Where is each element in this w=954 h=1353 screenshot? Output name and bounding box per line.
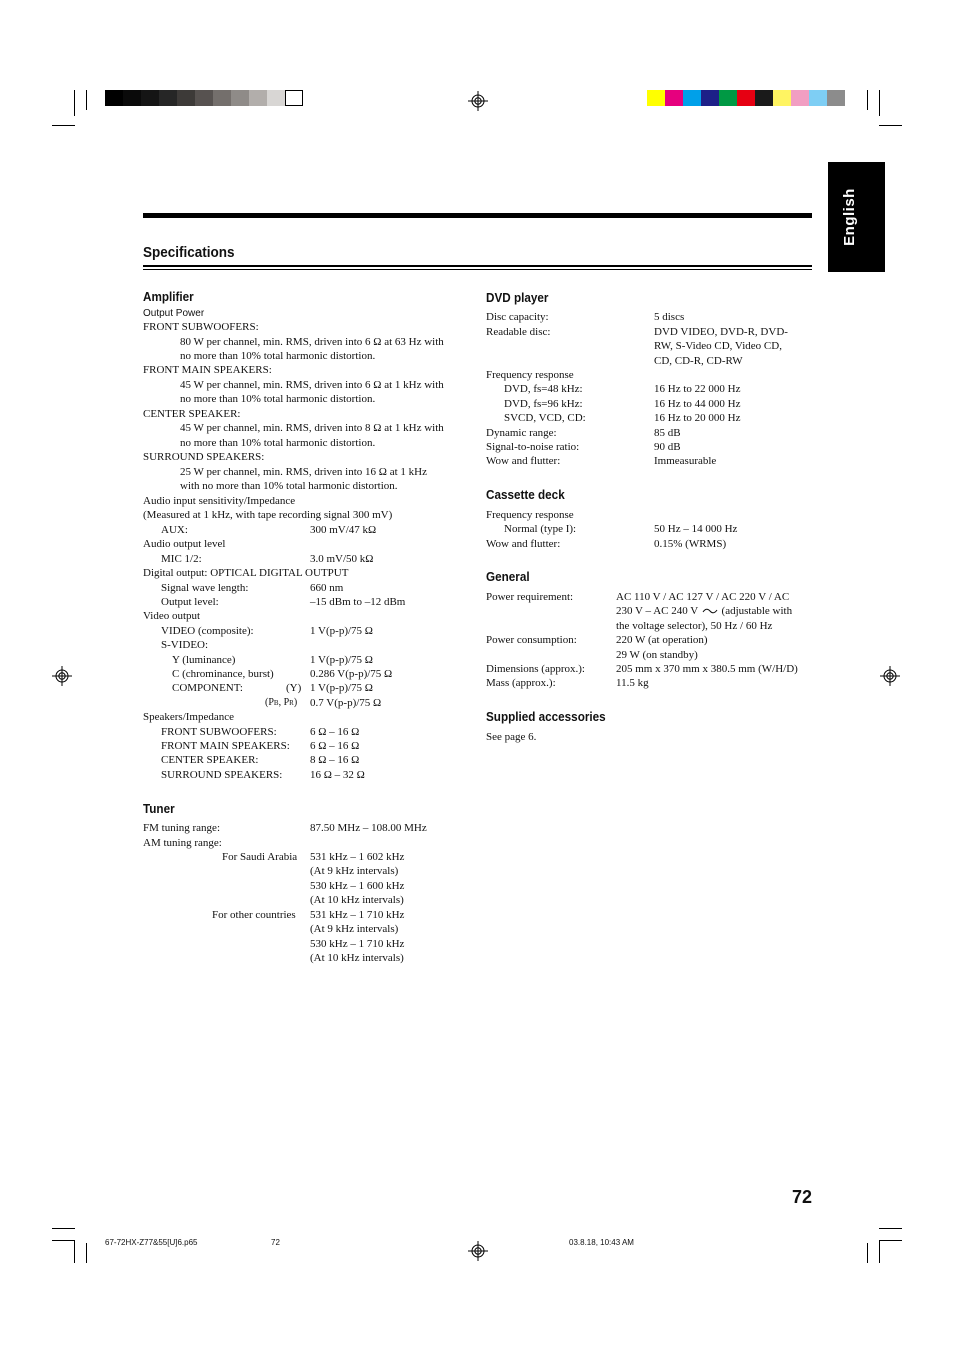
normal-type-value: 50 Hz – 14 000 Hz <box>654 523 738 535</box>
crop-mark <box>86 1243 87 1263</box>
color-swatch <box>791 90 809 106</box>
imp-center-value: 8 Ω – 16 Ω <box>310 754 360 766</box>
front-main-line-2: no more than 10% total harmonic distortion. <box>180 393 376 405</box>
component-pbpr-value: 0.7 V(p-p)/75 Ω <box>310 697 382 709</box>
color-swatch <box>141 90 159 106</box>
dvd48-label: DVD, fs=48 kHz: <box>504 383 583 395</box>
power-cons-value-2: 29 W (on standby) <box>616 649 698 661</box>
color-swatch <box>665 90 683 106</box>
color-swatch <box>213 90 231 106</box>
header-rule-bottom-thin <box>143 269 812 270</box>
digital-output: Digital output: OPTICAL DIGITAL OUTPUT <box>143 567 349 579</box>
color-swatch <box>809 90 827 106</box>
imp-front-sub-value: 6 Ω – 16 Ω <box>310 726 360 738</box>
y-luminance-label: Y (luminance) <box>172 654 236 666</box>
crop-mark <box>867 1243 868 1263</box>
imp-front-sub-label: FRONT SUBWOOFERS: <box>161 726 277 738</box>
color-swatch <box>195 90 213 106</box>
registration-target-icon <box>468 91 488 111</box>
footer-date: 03.8.18, 10:43 AM <box>569 1238 634 1247</box>
aux-label: AUX: <box>161 524 188 536</box>
page-number: 72 <box>791 1187 812 1207</box>
language-tab <box>828 162 885 272</box>
component-pbpr-open: (P <box>265 697 274 708</box>
front-sub-line-2: no more than 10% total harmonic distortion. <box>180 350 376 362</box>
mass-label: Mass (approx.): <box>486 677 556 689</box>
component-y-value: 1 V(p-p)/75 Ω <box>310 682 373 694</box>
surround-line-2: with no more than 10% total harmonic distortion. <box>180 480 398 492</box>
other-value-3: 530 kHz – 1 710 kHz <box>310 938 405 950</box>
header-rule-top <box>143 213 812 218</box>
color-bar <box>647 90 849 106</box>
tuner-heading: Tuner <box>143 801 175 816</box>
saudi-value-2: (At 9 kHz intervals) <box>310 865 399 877</box>
output-level-value: –15 dBm to –12 dBm <box>310 596 406 608</box>
imp-center-label: CENTER SPEAKER: <box>161 754 259 766</box>
power-req-value-2b: (adjustable with <box>721 605 793 617</box>
readable-disc-value-2: RW, S-Video CD, Video CD, <box>654 340 782 352</box>
video-output-label: Video output <box>143 610 201 622</box>
cassette-wow-label: Wow and flutter: <box>486 538 561 550</box>
front-sub-label: FRONT SUBWOOFERS: <box>143 321 259 333</box>
color-swatch <box>737 90 755 106</box>
color-swatch <box>159 90 177 106</box>
component-label: COMPONENT: <box>172 682 243 694</box>
crop-mark <box>52 1228 75 1229</box>
video-composite-label: VIDEO (composite): <box>161 625 254 637</box>
ac-wave-icon <box>702 607 718 615</box>
component-pb-sub: B <box>273 699 279 707</box>
center-label: CENTER SPEAKER: <box>143 408 241 420</box>
surround-label: SURROUND SPEAKERS: <box>143 451 265 463</box>
signal-wave-label: Signal wave length: <box>161 582 249 594</box>
imp-surround-label: SURROUND SPEAKERS: <box>161 769 283 781</box>
power-cons-label: Power consumption: <box>486 634 577 646</box>
crop-mark <box>74 1240 75 1263</box>
crop-mark <box>74 90 75 116</box>
saudi-value-3: 530 kHz – 1 600 kHz <box>310 880 405 892</box>
c-chrominance-value: 0.286 V(p-p)/75 Ω <box>310 668 393 680</box>
crop-mark <box>879 1240 902 1241</box>
center-line-2: no more than 10% total harmonic distortion. <box>180 437 376 449</box>
color-swatch <box>267 90 285 106</box>
dvd-wow-label: Wow and flutter: <box>486 455 561 467</box>
center-line-1: 45 W per channel, min. RMS, driven into 8 Ω at 1 kHz with <box>180 422 444 434</box>
readable-disc-label: Readable disc: <box>486 326 551 338</box>
crop-mark <box>879 90 880 116</box>
audio-input-label: Audio input sensitivity/Impedance <box>143 495 296 507</box>
component-y-label: (Y) <box>286 682 302 694</box>
am-range-label: AM tuning range: <box>143 837 222 849</box>
component-pbpr-mid: , P <box>278 697 290 708</box>
color-swatch <box>231 90 249 106</box>
page-title: Specifications <box>143 244 235 261</box>
cassette-wow-value: 0.15% (WRMS) <box>654 538 727 550</box>
y-luminance-value: 1 V(p-p)/75 Ω <box>310 654 373 666</box>
speakers-impedance-label: Speakers/Impedance <box>143 711 235 723</box>
crop-mark <box>52 125 75 126</box>
language-tab-label: English <box>841 188 858 246</box>
crop-mark <box>879 125 902 126</box>
imp-front-main-label: FRONT MAIN SPEAKERS: <box>161 740 290 752</box>
mic-label: MIC 1/2: <box>161 553 202 565</box>
component-pr-sub: R <box>289 699 294 707</box>
video-composite-value: 1 V(p-p)/75 Ω <box>310 625 373 637</box>
svideo-label: S-VIDEO: <box>161 639 209 651</box>
grayscale-bar <box>105 90 307 106</box>
accessories-heading: Supplied accessories <box>486 709 606 724</box>
saudi-label: For Saudi Arabia <box>222 851 298 863</box>
front-sub-line-1: 80 W per channel, min. RMS, driven into 6 Ω at 63 Hz with <box>180 336 444 348</box>
footer-page: 72 <box>271 1238 280 1247</box>
front-main-label: FRONT MAIN SPEAKERS: <box>143 364 272 376</box>
registration-target-icon <box>880 666 900 686</box>
power-req-value-3: the voltage selector), 50 Hz / 60 Hz <box>616 620 773 632</box>
surround-line-1: 25 W per channel, min. RMS, driven into 16 Ω at 1 kHz <box>180 466 427 478</box>
disc-capacity-label: Disc capacity: <box>486 311 549 323</box>
mass-value: 11.5 kg <box>616 677 649 689</box>
other-value-4: (At 10 kHz intervals) <box>310 952 404 964</box>
amplifier-heading: Amplifier <box>143 289 194 304</box>
other-value-2: (At 9 kHz intervals) <box>310 923 399 935</box>
accessories-text: See page 6. <box>486 731 537 743</box>
crop-mark <box>86 90 87 110</box>
color-swatch <box>719 90 737 106</box>
c-chrominance-label: C (chrominance, burst) <box>172 668 274 680</box>
dimensions-label: Dimensions (approx.): <box>486 663 585 675</box>
fm-range-value: 87.50 MHz – 108.00 MHz <box>310 822 427 834</box>
general-heading: General <box>486 569 530 584</box>
crop-mark <box>879 1240 880 1263</box>
power-req-label: Power requirement: <box>486 591 574 603</box>
dvd-heading: DVD player <box>486 290 549 305</box>
front-main-line-1: 45 W per channel, min. RMS, driven into 6 Ω at 1 kHz with <box>180 379 444 391</box>
dimensions-value: 205 mm x 370 mm x 380.5 mm (W/H/D) <box>616 663 798 675</box>
color-swatch <box>249 90 267 106</box>
footer-file: 67-72HX-Z77&55[U]6.p65 <box>105 1238 198 1247</box>
registration-target-icon <box>468 1241 488 1261</box>
color-swatch <box>755 90 773 106</box>
dynamic-range-value: 85 dB <box>654 427 681 439</box>
power-req-value-1: AC 110 V / AC 127 V / AC 220 V / AC <box>616 591 790 603</box>
power-req-value-2 <box>616 604 792 619</box>
color-swatch <box>683 90 701 106</box>
header-rule-bottom-thick <box>143 265 812 267</box>
component-pbpr-label <box>265 696 297 711</box>
normal-type-label: Normal (type I): <box>504 523 577 535</box>
cassette-freq-label: Frequency response <box>486 509 574 521</box>
audio-output-label: Audio output level <box>143 538 226 550</box>
cassette-heading: Cassette deck <box>486 487 565 502</box>
svcd-label: SVCD, VCD, CD: <box>504 412 586 424</box>
imp-surround-value: 16 Ω – 32 Ω <box>310 769 365 781</box>
saudi-value-4: (At 10 kHz intervals) <box>310 894 404 906</box>
color-swatch <box>773 90 791 106</box>
imp-front-main-value: 6 Ω – 16 Ω <box>310 740 360 752</box>
color-swatch <box>285 90 303 106</box>
crop-mark <box>879 1228 902 1229</box>
crop-mark <box>52 1240 75 1241</box>
color-swatch <box>827 90 845 106</box>
color-swatch <box>647 90 665 106</box>
dvd96-label: DVD, fs=96 kHz: <box>504 398 583 410</box>
readable-disc-value-1: DVD VIDEO, DVD-R, DVD- <box>654 326 788 338</box>
fm-range-label: FM tuning range: <box>143 822 220 834</box>
dvd96-value: 16 Hz to 44 000 Hz <box>654 398 741 410</box>
output-power-label: Output Power <box>143 308 205 319</box>
power-req-value-2a: 230 V – AC 240 V <box>616 605 699 617</box>
component-pbpr-close: ) <box>293 697 298 708</box>
snr-value: 90 dB <box>654 441 681 453</box>
dynamic-range-label: Dynamic range: <box>486 427 557 439</box>
dvd48-value: 16 Hz to 22 000 Hz <box>654 383 741 395</box>
signal-wave-value: 660 nm <box>310 582 344 594</box>
saudi-value-1: 531 kHz – 1 602 kHz <box>310 851 405 863</box>
readable-disc-value-3: CD, CD-R, CD-RW <box>654 355 743 367</box>
color-swatch <box>177 90 195 106</box>
dvd-wow-value: Immeasurable <box>654 455 717 467</box>
other-countries-label: For other countries <box>212 909 296 921</box>
svcd-value: 16 Hz to 20 000 Hz <box>654 412 741 424</box>
registration-target-icon <box>52 666 72 686</box>
color-swatch <box>123 90 141 106</box>
snr-label: Signal-to-noise ratio: <box>486 441 580 453</box>
disc-capacity-value: 5 discs <box>654 311 685 323</box>
other-value-1: 531 kHz – 1 710 kHz <box>310 909 405 921</box>
dvd-freq-label: Frequency response <box>486 369 574 381</box>
output-level-label: Output level: <box>161 596 219 608</box>
crop-mark <box>867 90 868 110</box>
power-cons-value-1: 220 W (at operation) <box>616 634 708 646</box>
aux-value: 300 mV/47 kΩ <box>310 524 377 536</box>
color-swatch <box>105 90 123 106</box>
mic-value: 3.0 mV/50 kΩ <box>310 553 374 565</box>
color-swatch <box>701 90 719 106</box>
audio-input-note: (Measured at 1 kHz, with tape recording signal 300 mV) <box>143 509 393 521</box>
